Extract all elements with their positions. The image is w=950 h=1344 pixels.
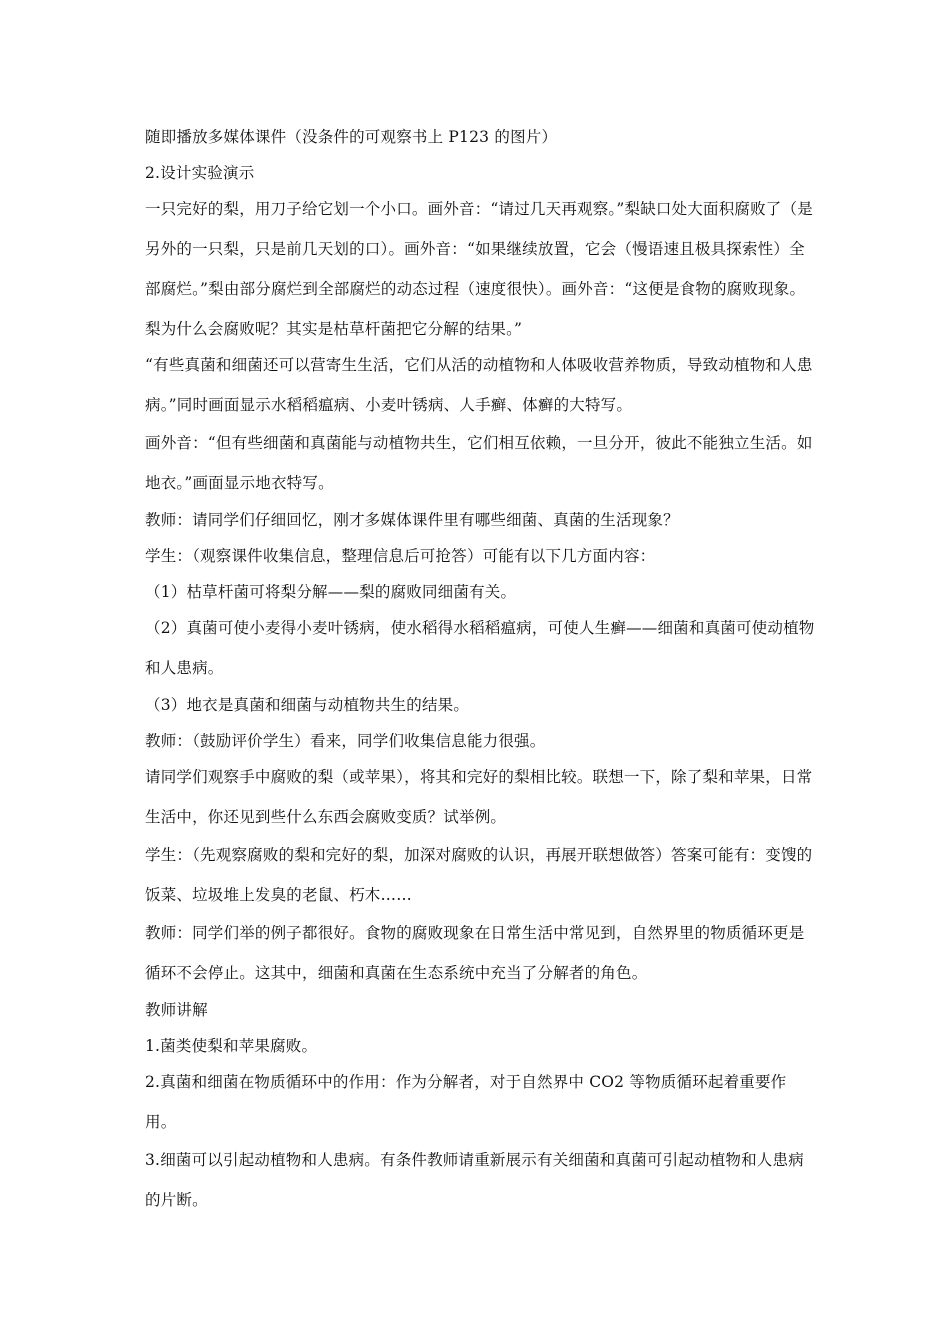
paragraph-heading-experiment: 2.设计实验演示: [145, 164, 255, 182]
paragraph-student-answer: 学生：（观察课件收集信息，整理信息后可抢答）可能有以下几方面内容：: [145, 547, 656, 565]
paragraph-symbiosis: 画外音：“但有些细菌和真菌能与动植物共生，它们相互依赖，一旦分开，彼此不能独立生活。如地衣。”画面显示地衣特写。: [145, 434, 813, 492]
paragraph-intro: 随即播放多媒体课件（没条件的可观察书上 P123 的图片）: [145, 128, 558, 146]
paragraph-teacher-question: 教师：请同学们仔细回忆，刚才多媒体课件里有哪些细菌、真菌的生活现象？: [145, 511, 679, 529]
paragraph-student-examples: 学生：（先观察腐败的梨和完好的梨，加深对腐败的认识，再展开联想做答）答案可能有：变馊的饭菜、垃圾堆上发臭的老鼠、朽木……: [145, 846, 813, 904]
document-body: [145, 124, 817, 1220]
paragraph-point-2: 2.真菌和细菌在物质循环中的作用：作为分解者，对于自然界中 CO2 等物质循环起着重要作用。: [145, 1073, 787, 1131]
paragraph-teacher-summary: 教师：同学们举的例子都很好。食物的腐败现象在日常生活中常见到，自然界里的物质循环更是循环不会停止。这其中，细菌和真菌在生态系统中充当了分解者的角色。: [145, 924, 805, 982]
paragraph-lecture-heading: 教师讲解: [145, 1001, 208, 1019]
paragraph-parasitic: “有些真菌和细菌还可以营寄生生活，它们从活的动植物和人体吸收营养物质，导致动植物和人患病。”同时画面显示水稻稻瘟病、小麦叶锈病、人手癣、体癣的大特写。: [145, 356, 813, 414]
paragraph-pear-demo: 一只完好的梨，用刀子给它划一个小口。画外音：“请过几天再观察。”梨缺口处大面积腐败了（是另外的一只梨，只是前几天划的口）。画外音：“如果继续放置，它会（慢语速且极具探索性）全部腐烂。”梨由部分腐烂到全部腐烂的动态过程（速度很快）。画外音：“这便是食物的腐败现象。梨为什么会腐败呢？其实是枯草杆菌把它分解的结果。”: [145, 200, 813, 338]
paragraph-teacher-praise: 教师：（鼓励评价学生）看来，同学们收集信息能力很强。: [145, 732, 546, 750]
paragraph-item-3: （3）地衣是真菌和细菌与动植物共生的结果。: [145, 696, 470, 714]
paragraph-observe-task: 请同学们观察手中腐败的梨（或苹果），将其和完好的梨相比较。联想一下，除了梨和苹果，日常生活中，你还见到些什么东西会腐败变质？试举例。: [145, 768, 813, 826]
paragraph-point-3: 3.细菌可以引起动植物和人患病。有条件教师请重新展示有关细菌和真菌可引起动植物和人患病的片断。: [145, 1151, 804, 1209]
paragraph-item-2: （2）真菌可使小麦得小麦叶锈病，使水稻得水稻稻瘟病，可使人生癣——细菌和真菌可使动植物和人患病。: [145, 619, 815, 677]
paragraph-item-1: （1）枯草杆菌可将梨分解——梨的腐败同细菌有关。: [145, 583, 517, 601]
paragraph-point-1: 1.菌类使梨和苹果腐败。: [145, 1037, 318, 1055]
